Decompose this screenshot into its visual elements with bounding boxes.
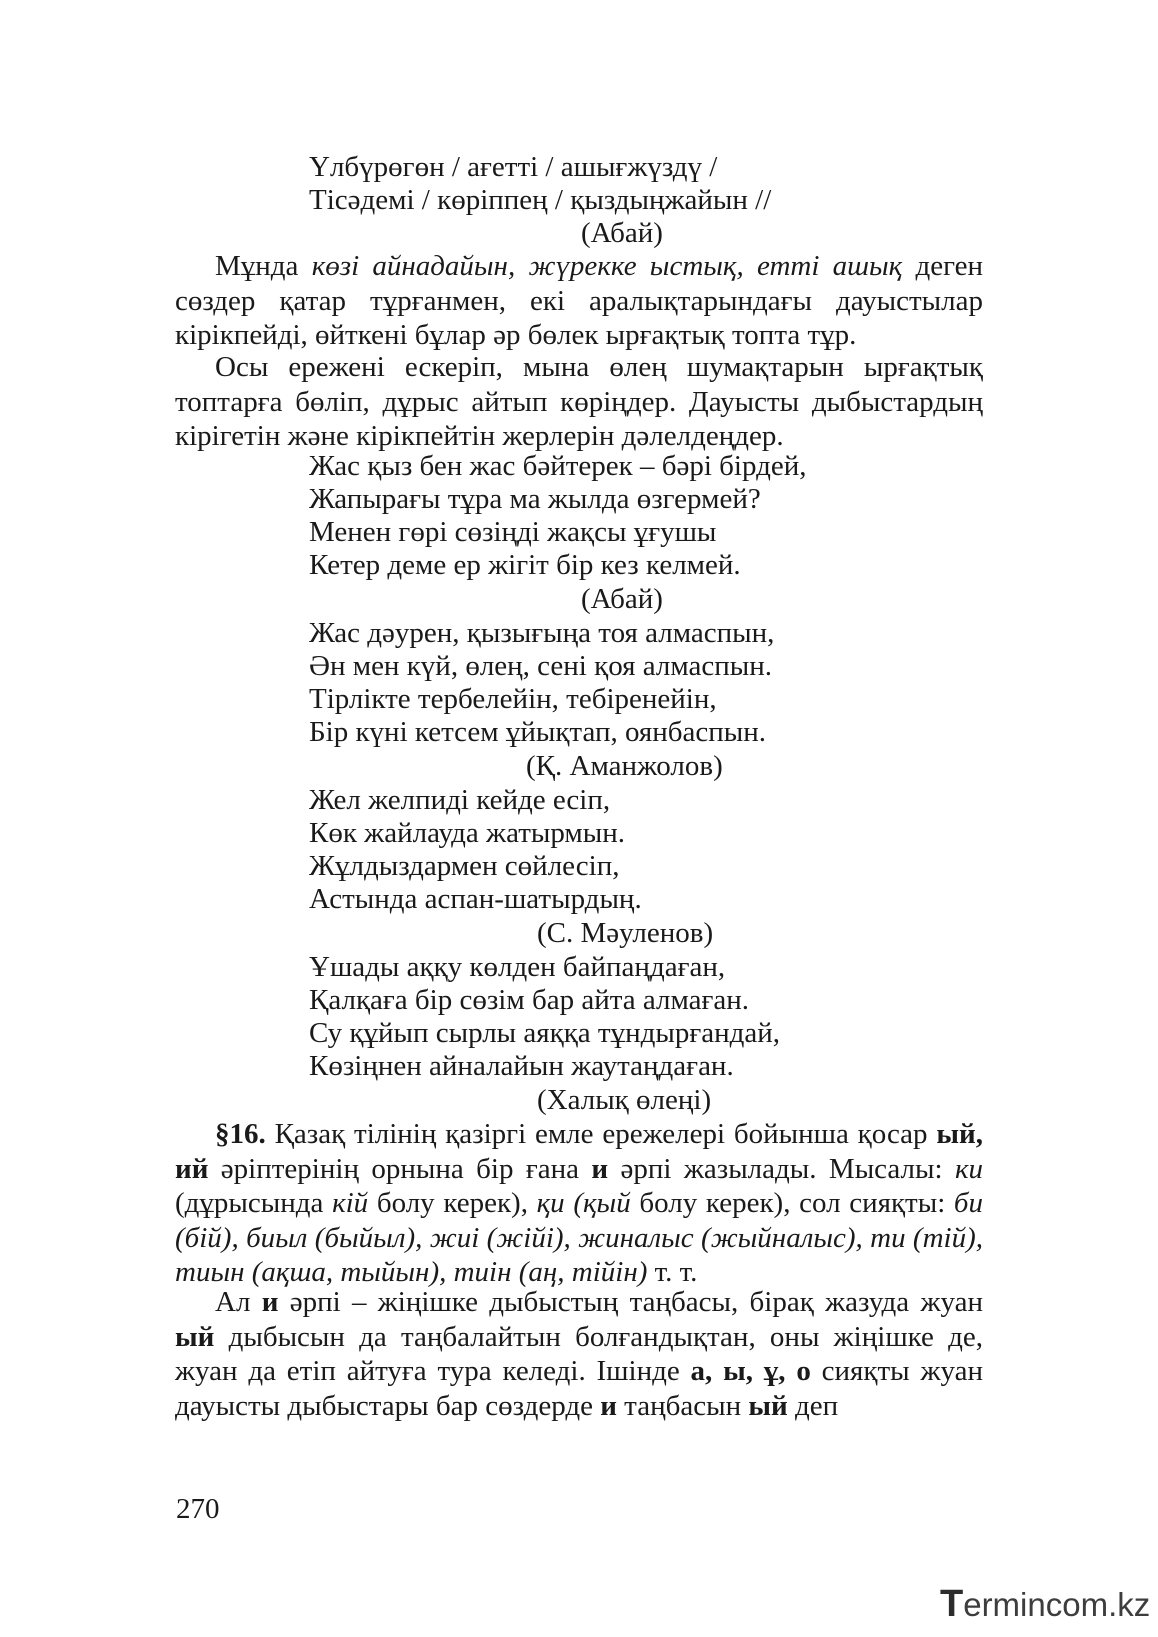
- paragraph: [175, 350, 983, 454]
- poem-author: (Абай): [581, 217, 663, 249]
- poem-line: Көк жайлауда жатырмын.: [309, 817, 626, 849]
- poem-line: Ән мен күй, өлең, сені қоя алмаспын.: [309, 650, 772, 682]
- poem-line: Қалқаға бір сөзім бар айта алмаған.: [309, 984, 750, 1016]
- paragraph-text: сияқты жуан дауысты дыбыстары бар сөздерде: [175, 1355, 983, 1422]
- poem-line: Су құйып сырлы аяққа тұндырғандай,: [309, 1017, 781, 1049]
- poem-line: Жапырағы тұра ма жылда өзгермей?: [309, 483, 761, 515]
- poem-line: Астында аспан-шатырдың.: [309, 883, 642, 915]
- bold-letters: ый: [748, 1389, 788, 1422]
- poem-line: Жас дәурен, қызығыңа тоя алмаспын,: [309, 617, 775, 649]
- poem-line: Көзіңнен айналайын жаутаңдаған.: [309, 1050, 734, 1082]
- paragraph: [175, 249, 983, 353]
- paragraph-text: Қазақ тілінің қазіргі емле ережелері бойынша қосар: [265, 1118, 937, 1150]
- poem-line: Тісәдемі / көріппең / қыздыңжайын //: [309, 184, 772, 216]
- poem-author: (С. Мәуленов): [537, 917, 714, 949]
- bold-letters: а, ы, ұ, о: [690, 1355, 811, 1387]
- poem-line: Жас қыз бен жас бәйтерек – бәрі бірдей,: [309, 450, 807, 482]
- bold-letters: и: [591, 1152, 609, 1185]
- watermark-initial: T: [940, 1583, 964, 1625]
- bold-letters: ый: [175, 1320, 215, 1353]
- italic-example: ки: [954, 1152, 984, 1185]
- poem-line: Ұшады аққу көлден байпаңдаған,: [309, 951, 726, 983]
- paragraph-text: әрпі жазылады. Мысалы:: [608, 1152, 955, 1185]
- poem-line: Жел желпиді кейде есіп,: [309, 784, 611, 816]
- paragraph-text: деген сөздер қатар тұрғанмен, екі аралықтарындағы дауыстылар кірікпейді, өйткені бұлар әр бөлек ырғақтық топта тұр.: [175, 250, 984, 351]
- paragraph-text: деп: [787, 1389, 839, 1422]
- paragraph-text: әрпі – жіңішке дыбыстың таңбасы, бірақ жазуда жуан: [278, 1286, 983, 1318]
- paragraph-text: Ал: [215, 1286, 262, 1318]
- paragraph-text: (дұрысында: [175, 1187, 333, 1219]
- bold-letters: и: [261, 1286, 279, 1318]
- poem-author: (Абай): [581, 583, 663, 615]
- bold-letters: и: [600, 1389, 617, 1422]
- watermark-logo: [940, 1583, 1150, 1623]
- italic-example: би (бій), биыл (быйыл), жиі (жійі), жиналыс (жыйналыс), ти (тій), тиын (ақша, тыйын), тиін (аң, тійін): [175, 1187, 984, 1288]
- paragraph-text: дыбысын да таңбалайтын болғандықтан, оны жіңішке де, жуан да етіп айтуға тура келеді. Ішінде: [175, 1320, 983, 1387]
- section-number: §16.: [215, 1118, 266, 1150]
- poem-line: Үлбүрөгөн / ағеттi / ашығжүздү /: [309, 151, 718, 183]
- italic-example: қи (қый: [536, 1187, 631, 1219]
- paragraph-text: т. т.: [647, 1256, 698, 1288]
- poem-line: Тірлікте тербелейін, тебіренейін,: [309, 683, 717, 715]
- italic-example: кій: [332, 1187, 369, 1219]
- bold-letters: ый, ий: [175, 1118, 983, 1185]
- paragraph-text: Осы ережені ескеріп, мына өлең шумақтарын ырғақтық топтарға бөліп, дұрыс айтып көріңдер. Дауысты дыбыстардың кірігетін және кірікпейтін жерлерін дәлелдеңдер.: [175, 351, 983, 452]
- paragraph-text: болу керек), сол сияқты:: [630, 1187, 954, 1219]
- poem-author: (Халық өлеңі): [537, 1084, 712, 1116]
- paragraph-text: Мұнда: [215, 250, 312, 282]
- poem-line: Бір күні кетсем ұйықтап, оянбаспын.: [309, 716, 767, 748]
- watermark-text: ermincom.kz: [963, 1586, 1151, 1623]
- section-paragraph: [175, 1117, 983, 1290]
- paragraph-italic-text: көзі айнадайын, жүрекке ыстық, етті ашық: [311, 250, 903, 282]
- paragraph-text: таңбасын: [616, 1389, 749, 1422]
- poem-line: Кетер деме ер жігіт бір кез келмей.: [309, 549, 741, 581]
- page-number: 270: [176, 1493, 220, 1525]
- paragraph-text: болу керек),: [368, 1187, 537, 1219]
- poem-author: (Қ. Аманжолов): [526, 750, 723, 782]
- paragraph-text: әріптерінің орнына бір ғана: [208, 1152, 592, 1185]
- poem-line: Жұлдыздармен сөйлесіп,: [309, 850, 620, 882]
- poem-line: Менен гөрі сөзіңді жақсы ұғушы: [309, 516, 717, 548]
- paragraph: [175, 1285, 983, 1423]
